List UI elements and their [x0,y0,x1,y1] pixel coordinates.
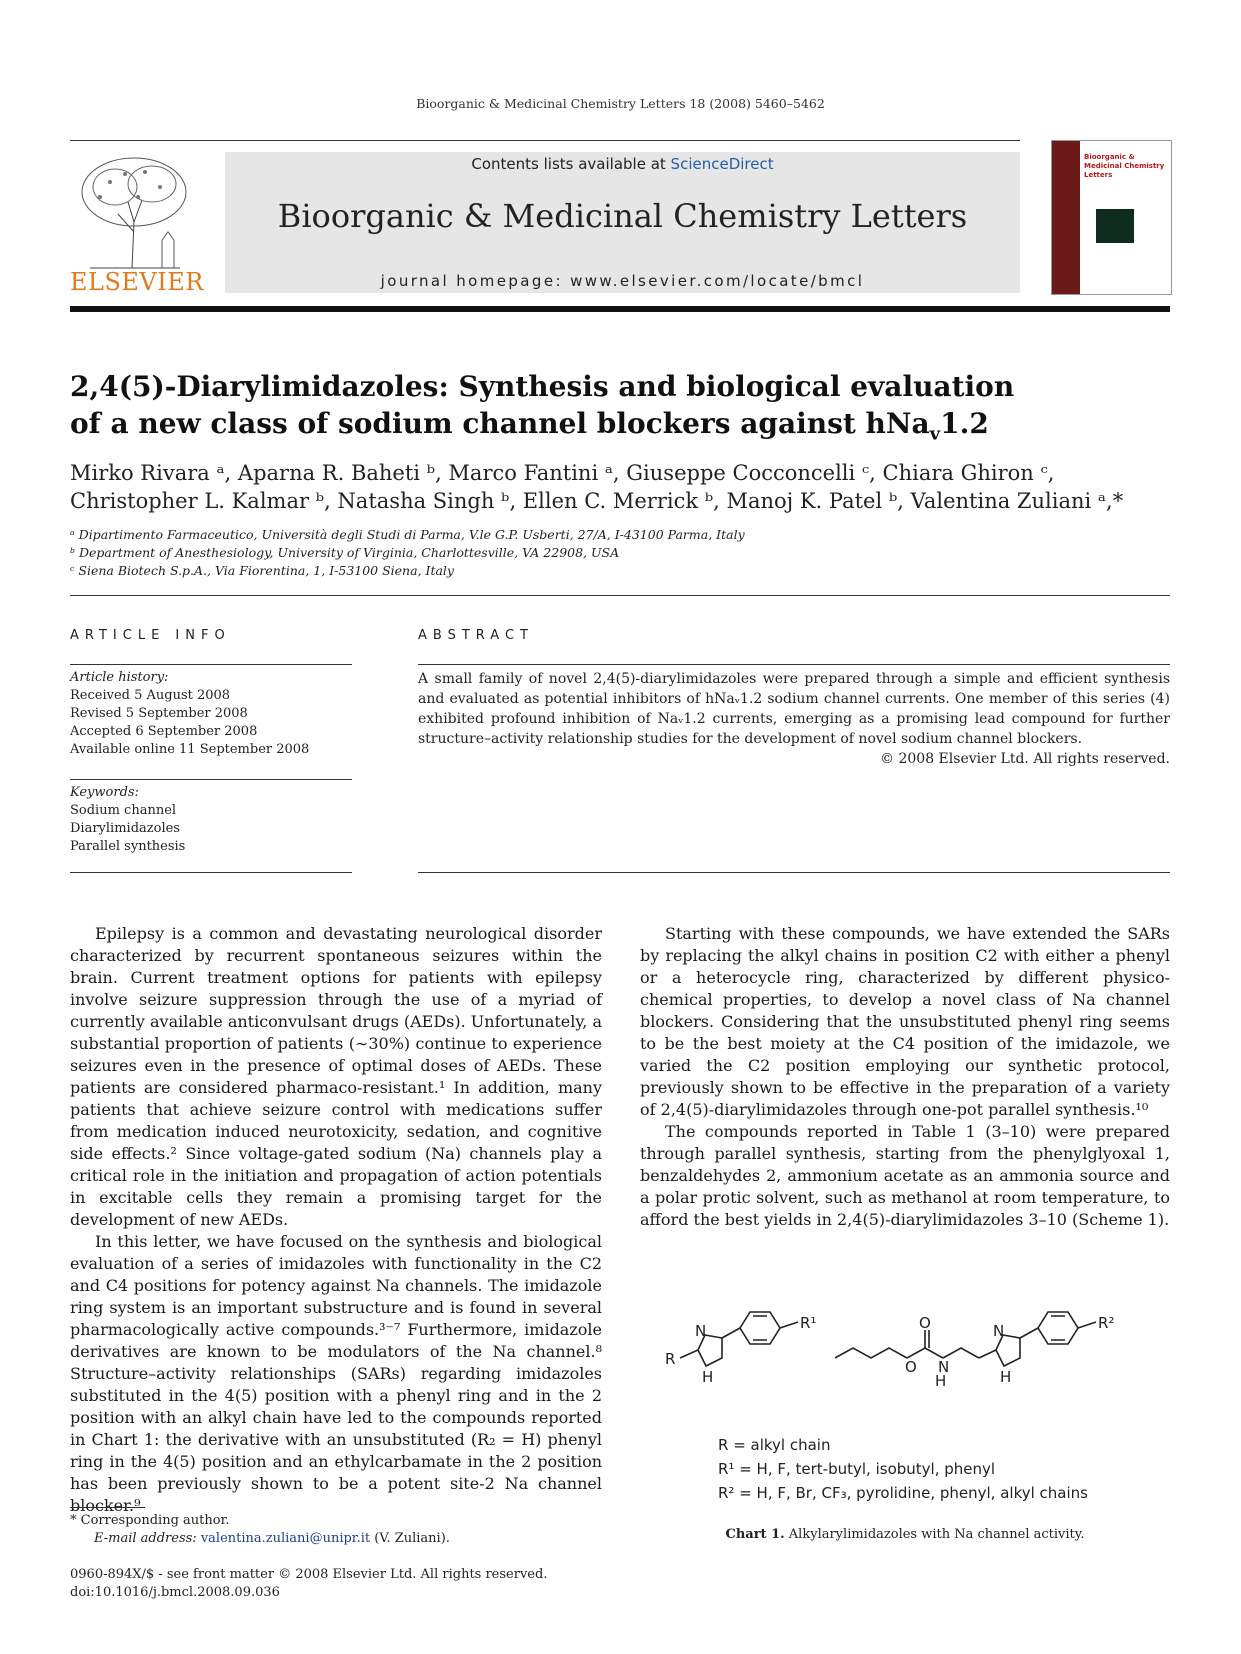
journal-citation: Bioorganic & Medicinal Chemistry Letters 18 (2008) 5460–5462 [416,96,825,111]
history-online: Available online 11 September 2008 [70,742,310,757]
corresponding-author: * Corresponding author. [70,1513,230,1528]
affiliations [70,526,1170,580]
title-line-1: 2,4(5)-Diarylimidazoles: Synthesis and biological evaluation [70,370,1015,403]
label-h2: H [1000,1368,1012,1386]
label-o-ester: O [905,1358,917,1376]
header-thick-rule [70,306,1170,312]
abstract-bottom-rule [418,872,1170,873]
label-nh: N [938,1358,950,1376]
journal-cover-thumbnail [1051,140,1172,295]
history-rule [70,779,352,780]
section-rule [70,595,1170,596]
affiliation-a: ᵃ Dipartimento Farmaceutico, Università degli Studi di Parma, V.le G.P. Usberti, 27/A, I-43100 Parma, Italy [70,527,745,542]
cover-title: Bioorganic & Medicinal Chemistry Letters [1084,153,1165,179]
article-info-heading: ARTICLE INFO [70,628,231,643]
label-r: R [665,1350,676,1368]
contents-prefix: Contents lists available at [471,155,671,173]
abstract-heading: ABSTRACT [418,628,534,643]
legend-r2: R² = H, F, Br, CF₃, pyrolidine, phenyl, alkyl chains [718,1484,1088,1502]
affiliation-c: ᶜ Siena Biotech S.p.A., Via Fiorentina, 1, I-53100 Siena, Italy [70,563,454,578]
label-r1: R¹ [800,1314,817,1332]
label-o: O [919,1314,931,1332]
authors-line-2: Christopher L. Kalmar ᵇ, Natasha Singh ᵇ, Ellen C. Merrick ᵇ, Manoj K. Patel ᵇ, Valentina Zuliani ᵃ,* [70,489,1124,513]
sciencedirect-link[interactable]: ScienceDirect [670,155,774,173]
cover-strip [1052,141,1080,294]
history-revised: Revised 5 September 2008 [70,706,248,721]
chart1-legend [718,1433,1088,1505]
keywords-label: Keywords: [70,785,139,800]
paragraph: In this letter, we have focused on the synthesis and biological evaluation of a series of imidazoles with functionality in the C2 and C4 positions for potency against Na channels. The imidazole ring system is an important substructure and is found in several pharmacologically active compounds.³⁻⁷ Furthermore, imidazole derivatives are known to be modulators of the Na channel.⁸ Structure–activity relationships (SARs) regarding imidazoles substituted in the 4(5) position with a phenyl ring and in the 2 position with an alkyl chain have led to the compounds reported in Chart 1: the derivative with an unsubstituted (R₂ = H) phenyl ring in the 4(5) position and an ethylcarbamate in the 2 position has been previously shown to be a potent site-2 Na channel blocker.⁹ [70,1232,602,1515]
chart1-caption [640,1527,1170,1542]
label-r2: R² [1098,1314,1115,1332]
body-left-column [70,923,602,1517]
legend-r: R = alkyl chain [718,1436,831,1454]
abstract-copyright: © 2008 Elsevier Ltd. All rights reserved. [880,751,1170,767]
label-n2: N [993,1322,1005,1340]
chart1-structures [660,1290,1150,1410]
keywords [70,784,352,856]
header-rule [70,140,1020,141]
paragraph: Starting with these compounds, we have extended the SARs by replacing the alkyl chains in position C2 with either a phenyl or a heterocycle ring, characterized by different physico-chemical properties, to develop a novel class of Na channel blockers. Considering that the unsubstituted phenyl ring seems to be the best moiety at the C4 position of the imidazole, we varied the C2 position employing our synthetic protocol, previously shown to be effective in the preparation of a variety of 2,4(5)-diarylimidazoles through one-pot parallel synthesis.¹⁰ [640,924,1170,1119]
paragraph: The compounds reported in Table 1 (3–10) were prepared through parallel synthesis, starting from the phenylglyoxal 1, benzaldehydes 2, ammonium acetate as an ammonia source and a polar protic solvent, such as methanol at room temperature, to afford the best yields in 2,4(5)-diarylimidazoles 3–10 (Scheme 1). [640,1122,1170,1229]
email-label: E-mail address: [94,1531,201,1546]
keyword-item: Diarylimidazoles [70,821,180,836]
email-suffix: (V. Zuliani). [370,1531,450,1546]
journal-homepage[interactable]: journal homepage: www.elsevier.com/locate/bmcl [380,272,865,290]
title-line-2 [70,405,1070,453]
authors-line-1: Mirko Rivara ᵃ, Aparna R. Baheti ᵇ, Marco Fantini ᵃ, Giuseppe Cocconcelli ᶜ, Chiara Ghiron ᶜ, [70,461,1055,485]
abstract-rule [418,664,1170,665]
author-list [70,459,1170,515]
keyword-item: Sodium channel [70,803,177,818]
issn-block [70,1566,670,1602]
label-nh-h: H [935,1372,947,1390]
cover-image [1096,209,1134,243]
legend-r1: R¹ = H, F, tert-butyl, isobutyl, phenyl [718,1460,996,1478]
affiliation-b: ᵇ Department of Anesthesiology, University of Virginia, Charlottesville, VA 22908, USA [70,545,620,560]
history-label: Article history: [70,670,169,685]
keyword-item: Parallel synthesis [70,839,186,854]
article-info-rule [70,664,352,665]
article-info-bottom-rule [70,872,352,873]
contents-line [225,155,1020,173]
caption-text: Alkylarylimidazoles with Na channel activity. [788,1527,1085,1542]
footnote [70,1512,590,1548]
article-history [70,669,352,759]
email-line [70,1530,590,1548]
caption-label: Chart 1. [725,1527,785,1542]
title-subscript: v [929,423,941,445]
article-title [70,368,1070,453]
title-line-2-end: 1.2 [940,407,989,440]
abstract-text: A small family of novel 2,4(5)-diarylimidazoles were prepared through a simple and efficient synthesis and evaluated as potential inhibitors of hNaᵥ1.2 sodium channel currents. One member of this series (4) exhibited profound inhibition of Naᵥ1.2 currents, emerging as a promising lead compound for further structure–activity relationship studies for the development of novel sodium channel blockers. [418,671,1170,747]
journal-title: Bioorganic & Medicinal Chemistry Letters [277,197,968,235]
doi-line: doi:10.1016/j.bmcl.2008.09.036 [70,1585,280,1600]
history-accepted: Accepted 6 September 2008 [70,724,258,739]
history-received: Received 5 August 2008 [70,688,231,703]
footnote-rule [70,1507,145,1508]
body-right-column [640,923,1170,1231]
title-line-2-text: of a new class of sodium channel blockers against hNa [70,407,930,440]
label-h: H [702,1368,714,1386]
email-link[interactable]: valentina.zuliani@unipr.it [200,1531,371,1546]
label-n: N [695,1322,707,1340]
paragraph: Epilepsy is a common and devastating neurological disorder characterized by recurrent spontaneous seizures within the brain. Current treatment options for patients with epilepsy involve seizure suppression through the use of a myriad of currently available anticonvulsant drugs (AEDs). Unfortunately, a substantial proportion of patients (∼30%) continue to experience seizures even in the presence of optimal doses of AEDs. These patients are considered pharmaco-resistant.¹ In addition, many patients that achieve seizure control with medications suffer from medication induced neurotoxicity, sedation, and cognitive side effects.² Since voltage-gated sodium (Na) channels play a critical role in the initiation and propagation of action potentials in excitable cells they remain a promising target for the development of new AEDs. [70,924,603,1229]
elsevier-wordmark: ELSEVIER [70,268,204,296]
issn-line: 0960-894X/$ - see front matter © 2008 Elsevier Ltd. All rights reserved. [70,1567,548,1582]
